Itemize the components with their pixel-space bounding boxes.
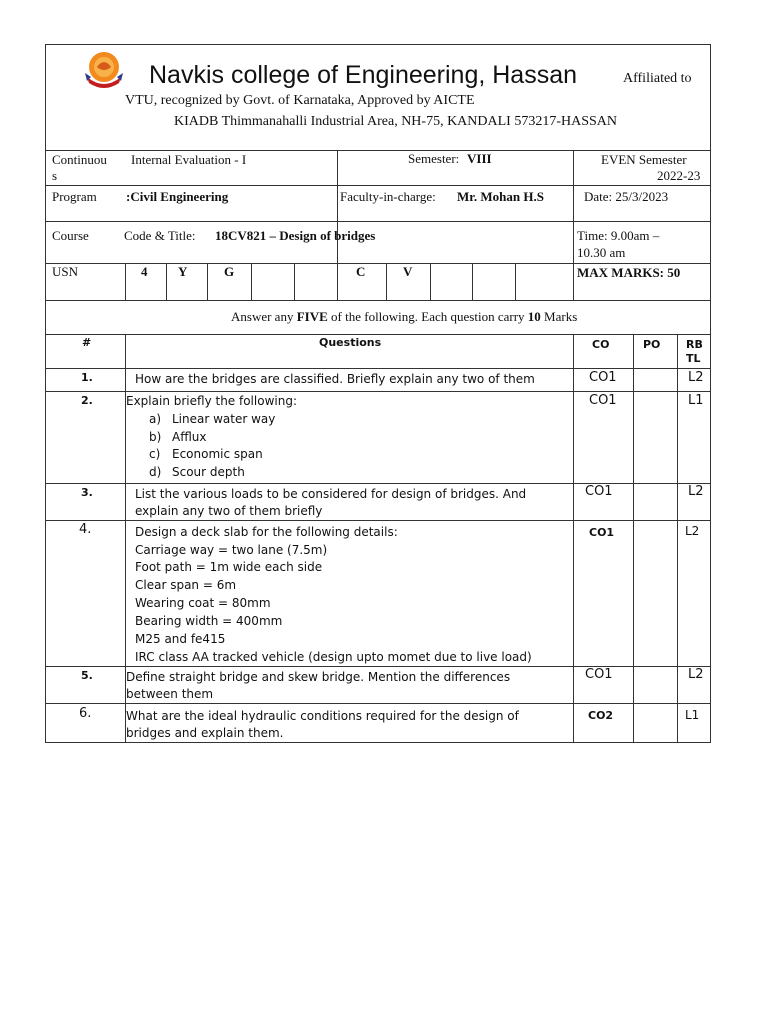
subitem-label: b) [149, 430, 162, 444]
semester-label: Semester: [408, 151, 460, 166]
question-text: IRC class AA tracked vehicle (design upto momet due to live load) [135, 650, 532, 664]
faculty-label: Faculty-in-charge: [340, 189, 436, 204]
question-rbtl: L2 [688, 370, 704, 385]
question-rbtl: L1 [685, 708, 700, 722]
question-text: M25 and fe415 [135, 632, 226, 646]
question-co: CO1 [589, 526, 615, 539]
question-text: explain any two of them briefly [135, 504, 323, 518]
code-title-label: Code & Title: [124, 228, 196, 243]
question-co: CO1 [585, 484, 613, 499]
question-number: 6. [79, 706, 92, 721]
question-number: 4. [79, 522, 92, 537]
eval-label-b: s [52, 168, 58, 183]
usn-char: G [224, 264, 235, 279]
question-number: 1. [81, 371, 93, 384]
header-po: PO [643, 338, 661, 351]
faculty-value: Mr. Mohan H.S [457, 189, 544, 204]
program-label: Program [52, 189, 97, 204]
affiliation-line: VTU, recognized by Govt. of Karnataka, Approved by AICTE [125, 93, 475, 108]
header-rbtl-1: RB [686, 338, 703, 351]
usn-label: USN [52, 264, 79, 279]
subitem-text: Economic span [172, 447, 263, 461]
college-name: Navkis college of Engineering, Hassan [149, 61, 578, 89]
exam-paper-frame [45, 44, 711, 743]
subitem-label: c) [149, 447, 161, 461]
question-text: Clear span = 6m [135, 578, 237, 592]
question-text: Carriage way = two lane (7.5m) [135, 543, 328, 557]
question-number: 3. [81, 486, 93, 499]
question-text: Design a deck slab for the following details: [135, 525, 398, 539]
instruction-line: Answer any FIVE of the following. Each question carry 10 Marks [231, 309, 578, 324]
subitem-label: d) [149, 465, 162, 479]
question-text: List the various loads to be considered for design of bridges. And [135, 487, 527, 501]
subitem-text: Scour depth [172, 465, 245, 479]
question-co: CO2 [588, 709, 614, 722]
college-address: KIADB Thimmanahalli Industrial Area, NH-75, KANDALI 573217-HASSAN [174, 114, 618, 129]
question-text: What are the ideal hydraulic conditions required for the design of [126, 709, 519, 723]
usn-char: V [403, 264, 413, 279]
usn-char: 4 [141, 264, 148, 279]
exam-date: Date: 25/3/2023 [584, 189, 669, 204]
header-rbtl-2: TL [686, 352, 701, 365]
question-rbtl: L1 [688, 393, 704, 408]
usn-char: Y [178, 264, 188, 279]
subitem-text: Afflux [172, 430, 207, 444]
header-num: # [82, 336, 92, 349]
question-text: Wearing coat = 80mm [135, 596, 271, 610]
even-semester: EVEN Semester [601, 152, 687, 167]
header-questions: Questions [319, 336, 382, 349]
college-logo-icon [81, 47, 127, 93]
code-title-value: 18CV821 – Design of bridges [215, 228, 376, 243]
header-co: CO [592, 338, 610, 351]
eval-value: Internal Evaluation - I [131, 152, 247, 167]
question-text: bridges and explain them. [126, 726, 284, 740]
question-text: Define straight bridge and skew bridge. Mention the differences [126, 670, 511, 684]
question-number: 5. [81, 669, 93, 682]
course-label: Course [52, 228, 89, 243]
subitem-text: Linear water way [172, 412, 276, 426]
program-value: :Civil Engineering [126, 189, 229, 204]
question-rbtl: L2 [685, 524, 700, 538]
max-marks: MAX MARKS: 50 [577, 265, 681, 280]
academic-year: 2022-23 [657, 168, 701, 183]
question-co: CO1 [589, 370, 617, 385]
exam-time-line2: 10.30 am [577, 245, 626, 260]
question-co: CO1 [585, 667, 613, 682]
question-text: How are the bridges are classified. Briefly explain any two of them [135, 372, 535, 386]
question-text: Bearing width = 400mm [135, 614, 283, 628]
question-rbtl: L2 [688, 484, 704, 499]
question-co: CO1 [589, 393, 617, 408]
exam-time-line1: Time: 9.00am – [577, 228, 660, 243]
eval-label-a: Continuou [52, 152, 107, 167]
usn-char: C [356, 264, 366, 279]
semester-value: VIII [467, 151, 492, 166]
subitem-label: a) [149, 412, 162, 426]
question-text: Explain briefly the following: [126, 394, 297, 408]
affiliated-prefix: Affiliated to [623, 71, 692, 86]
question-rbtl: L2 [688, 667, 704, 682]
question-text: Foot path = 1m wide each side [135, 560, 323, 574]
question-number: 2. [81, 394, 93, 407]
question-text: between them [126, 687, 214, 701]
